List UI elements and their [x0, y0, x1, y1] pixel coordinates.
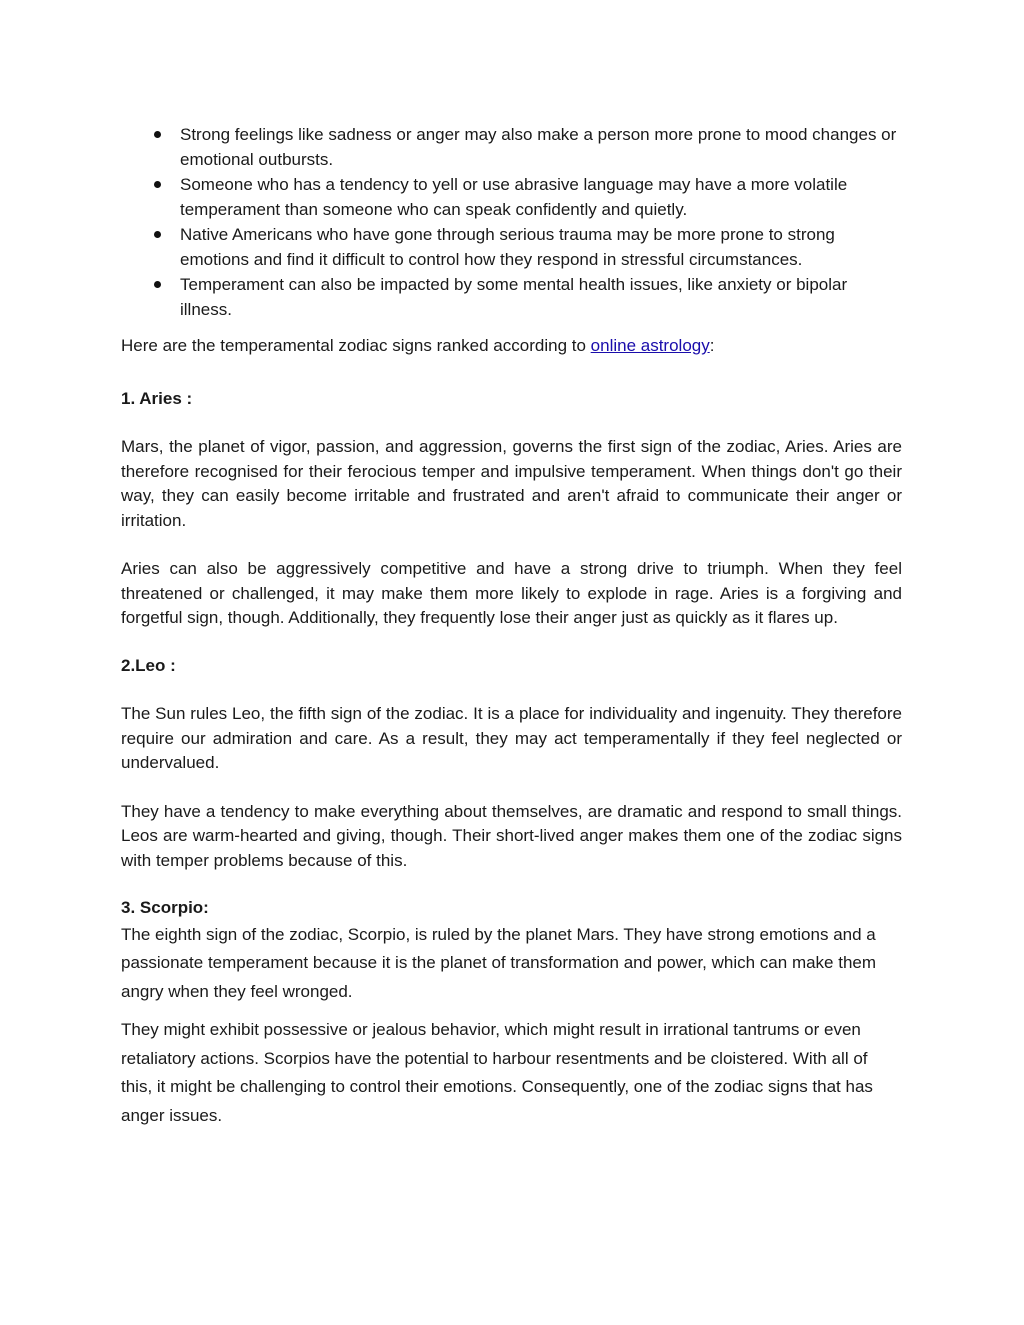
leo-heading: 2.Leo :: [121, 655, 176, 675]
bullet-list: [121, 122, 902, 322]
aries-paragraph-1: Mars, the planet of vigor, passion, and aggression, governs the first sign of the zodiac, Aries. Aries are therefore recognised for their ferocious temper and impulsive temperament. When things don't go their way, they can easily become irritable and frustrated and aren't afraid to communicate their anger or irritation.: [121, 437, 902, 530]
bullet-text: Temperament can also be impacted by some mental health issues, like anxiety or bipolar illness.: [180, 275, 848, 319]
aries-paragraph-2: Aries can also be aggressively competitive and have a strong drive to triumph. When they feel threatened or challenged, it may make them more likely to explode in rage. Aries is a forgiving and forgetful sign, though. Additionally, they frequently lose their anger just as quickly as it flares up.: [121, 559, 902, 627]
aries-heading: 1. Aries :: [121, 388, 193, 408]
leo-paragraph-2: They have a tendency to make everything about themselves, are dramatic and respond to small things. Leos are warm-hearted and giving, though. Their short-lived anger makes them one of the zodiac signs with temper problems because of this.: [121, 801, 902, 870]
intro-paragraph: [121, 334, 902, 359]
list-item: [121, 222, 902, 272]
bullet-text: Someone who has a tendency to yell or use abrasive language may have a more volatile temperament than someone who can speak confidently and quietly.: [180, 175, 848, 219]
bullet-text: Strong feelings like sadness or anger may also make a person more prone to mood changes or emotional outbursts.: [180, 125, 897, 169]
bullet-text: Native Americans who have gone through serious trauma may be more prone to strong emotions and find it difficult to control how they respond in stressful circumstances.: [180, 225, 835, 269]
scorpio-heading: 3. Scorpio:: [121, 898, 209, 917]
list-item: [121, 272, 902, 322]
scorpio-paragraph-1: The eighth sign of the zodiac, Scorpio, is ruled by the planet Mars. They have strong emotions and a passionate temperament because it is the planet of transformation and power, which can make them angry when they feel wronged.: [121, 924, 877, 1002]
bullet-icon: [154, 131, 161, 138]
document-page: [121, 122, 902, 1131]
list-item: [121, 172, 902, 222]
intro-text: Here are the temperamental zodiac signs ranked according to: [121, 336, 591, 355]
bullet-icon: [154, 281, 161, 288]
list-item: [121, 122, 902, 172]
online-astrology-link[interactable]: online astrology: [590, 336, 710, 355]
scorpio-paragraph-2: They might exhibit possessive or jealous behavior, which might result in irrational tantrums or even retaliatory actions. Scorpios have the potential to harbour resentments and be cloistered. With all of this, it might be challenging to control their emotions. Consequently, one of the zodiac signs that has anger issues.: [121, 1019, 873, 1126]
intro-colon: :: [709, 336, 715, 355]
leo-paragraph-1: The Sun rules Leo, the fifth sign of the zodiac. It is a place for individuality and ingenuity. They therefore require our admiration and care. As a result, they may act temperamentally if they feel neglected or undervalued.: [121, 704, 902, 772]
bullet-icon: [154, 181, 161, 188]
bullet-icon: [154, 231, 161, 238]
scorpio-body: [121, 921, 902, 1132]
